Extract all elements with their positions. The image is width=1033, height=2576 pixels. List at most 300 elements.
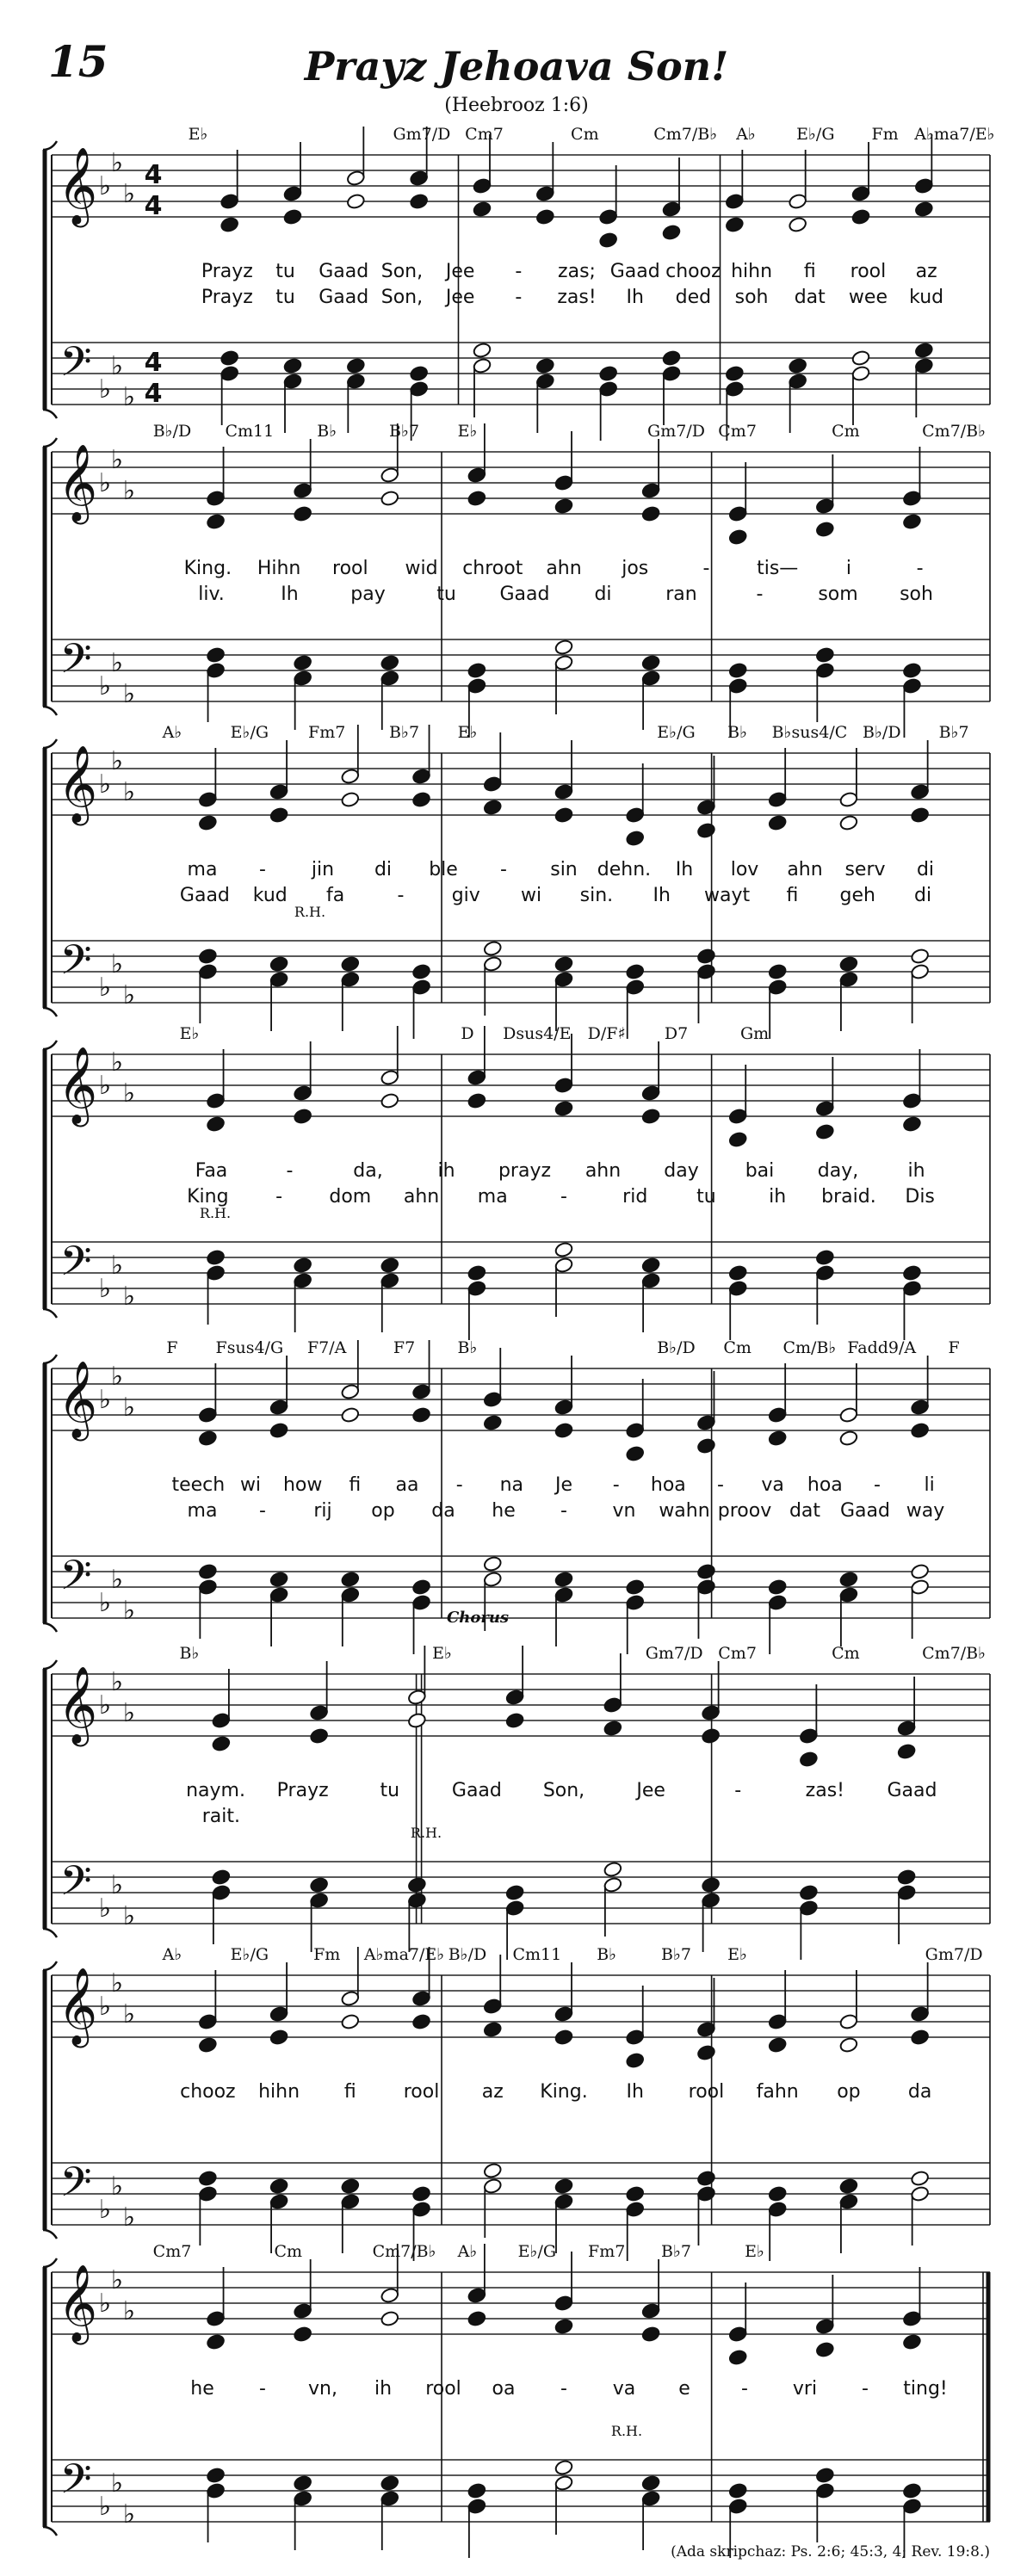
note-head	[641, 2302, 661, 2320]
chord-symbol: Cm	[832, 422, 860, 441]
bass-clef: 𝄢	[59, 1551, 92, 1609]
chord-symbol: B♭	[457, 1338, 478, 1357]
note-head	[346, 170, 366, 187]
key-signature-flat: ♭	[98, 2492, 112, 2522]
lyric-verse2-syllable: som	[818, 584, 858, 605]
note-head	[198, 791, 218, 808]
note-head	[198, 2185, 218, 2202]
note-head	[411, 979, 431, 996]
lyric-verse1-syllable: Prayz	[201, 261, 253, 282]
bass-clef: 𝄢	[59, 2158, 92, 2216]
note-head	[851, 349, 871, 367]
chord-symbol: Cm7	[718, 1644, 757, 1663]
lyric-verse1-syllable: da	[907, 2081, 932, 2103]
note-head	[910, 1422, 930, 1439]
note-head	[346, 357, 366, 374]
chord-symbol: Cm7/B♭	[922, 422, 987, 441]
chord-symbol: B♭7	[661, 1945, 692, 1964]
right-hand-mark: R.H.	[610, 2423, 643, 2439]
note-head	[788, 193, 807, 210]
lyric-verse1-syllable: -	[916, 558, 924, 579]
time-signature-denominator: 4	[144, 191, 163, 221]
note-head	[473, 342, 492, 359]
lyric-verse1-syllable: aa	[395, 1474, 419, 1496]
lyric-verse2-syllable: rij	[313, 1500, 332, 1522]
lyric-verse1-syllable: Je	[554, 1474, 573, 1496]
note-head	[728, 1280, 748, 1297]
key-signature-flat: ♭	[110, 1968, 124, 1998]
chord-symbol: B♭/D	[448, 1945, 487, 1964]
chord-symbol: B♭/D	[863, 723, 901, 742]
lyric-verse2-syllable: tu	[696, 1186, 716, 1208]
note-head	[340, 2178, 360, 2195]
key-signature-flat: ♭	[110, 949, 124, 979]
note-head	[839, 791, 859, 808]
lyric-verse1-syllable: day,	[817, 1160, 859, 1182]
lyric-verse2-syllable: fa	[325, 885, 345, 906]
note-head	[483, 2162, 503, 2179]
note-head	[554, 2474, 574, 2492]
key-signature-flat: ♭	[98, 2195, 112, 2225]
lyric-verse2-syllable: Ih	[653, 885, 671, 906]
lyric-verse1-syllable: ih	[374, 2378, 393, 2400]
music-system	[43, 423, 990, 738]
note-head	[768, 1406, 788, 1424]
chord-symbol: B♭/D	[152, 422, 192, 441]
lyric-verse1-syllable: Prayz	[276, 1780, 329, 1801]
note-head	[725, 216, 745, 233]
key-signature-flat: ♭	[110, 351, 124, 381]
note-head	[641, 2474, 661, 2492]
note-head	[839, 2013, 859, 2030]
note-head	[554, 1241, 574, 1258]
key-signature-flat: ♭	[122, 1596, 136, 1626]
note-head	[815, 2318, 835, 2335]
note-head	[839, 2178, 859, 2195]
note-head	[505, 1884, 525, 1901]
note-head	[625, 830, 645, 847]
note-head	[815, 1100, 835, 1117]
note-head	[206, 646, 226, 664]
note-head	[411, 768, 431, 785]
chord-symbol: Gm7/D	[645, 1644, 703, 1663]
lyric-verse1-syllable: prayz	[498, 1160, 552, 1182]
chord-symbol: Cm	[832, 1644, 860, 1663]
note-head	[625, 2201, 645, 2218]
note-head	[625, 2052, 645, 2069]
note-head	[206, 1092, 226, 1109]
lyric-verse1-syllable: hihn	[258, 2081, 300, 2103]
note-head	[380, 466, 399, 484]
lyric-verse2-syllable: -	[560, 1186, 567, 1208]
lyric-verse1-syllable: bai	[745, 1160, 775, 1182]
lyric-verse2-syllable: ran	[665, 584, 697, 605]
note-head	[411, 963, 431, 980]
lyric-verse1-syllable: -	[741, 2378, 748, 2400]
note-head	[283, 185, 303, 202]
lyric-verse1-syllable: ma	[187, 859, 218, 880]
right-hand-mark: R.H.	[294, 904, 326, 920]
chord-symbol: B♭7	[389, 422, 420, 441]
lyric-verse1-syllable: hoa	[807, 1474, 843, 1496]
note-head	[910, 2029, 930, 2046]
note-head	[696, 2170, 716, 2187]
chord-symbol: E♭	[432, 1644, 453, 1663]
note-head	[902, 490, 922, 507]
note-head	[407, 1892, 427, 1909]
lyric-verse2-syllable: op	[371, 1500, 395, 1522]
note-head	[696, 1414, 716, 1431]
note-head	[206, 2333, 226, 2351]
chord-symbol: Gm7/D	[647, 422, 705, 441]
chord-symbol: Cm	[723, 1338, 752, 1357]
lyric-verse2-syllable: ih	[769, 1186, 787, 1208]
lyric-verse1-syllable: -	[862, 2378, 869, 2400]
music-system	[43, 725, 990, 1039]
lyric-verse1-syllable: he	[190, 2378, 214, 2400]
chord-symbol: A♭	[162, 1945, 182, 1964]
key-signature-flat: ♭	[110, 148, 124, 178]
note-head	[340, 1990, 360, 2007]
lyric-verse2-syllable: kud	[909, 287, 944, 308]
note-head	[910, 2005, 930, 2023]
note-head	[473, 357, 492, 374]
note-head	[554, 654, 574, 671]
note-head	[815, 662, 835, 679]
lyric-verse2-syllable: rait.	[201, 1806, 241, 1827]
chord-symbol: D	[461, 1024, 474, 1043]
right-hand-mark: R.H.	[410, 1825, 442, 1841]
note-head	[473, 177, 492, 195]
lyric-verse1-syllable: az	[915, 261, 937, 282]
lyric-verse1-syllable: rool	[403, 2081, 440, 2103]
note-head	[212, 1712, 232, 1729]
note-head	[815, 2467, 835, 2484]
lyric-verse2-syllable: vn	[612, 1500, 636, 1522]
lyric-verse2-syllable: tu	[436, 584, 456, 605]
chord-symbol: E♭/G	[517, 2242, 557, 2261]
note-head	[309, 1727, 329, 1745]
lyric-verse2-syllable: wayt	[704, 885, 751, 906]
note-head	[897, 1869, 917, 1886]
note-head	[788, 357, 807, 374]
chord-symbol: Fm7	[588, 2242, 626, 2261]
lyric-verse1-syllable: ahn	[546, 558, 582, 579]
note-head	[293, 654, 312, 671]
lyric-verse2-syllable: ahn	[403, 1186, 440, 1208]
key-signature-flat: ♭	[110, 1870, 124, 1900]
key-signature-flat: ♭	[98, 973, 112, 1003]
lyric-verse2-syllable: Gaad	[840, 1500, 890, 1522]
lyric-verse2-syllable: ded	[675, 287, 712, 308]
lyric-verse2-syllable: King	[187, 1186, 229, 1208]
note-head	[411, 1383, 431, 1400]
lyric-verse1-syllable: op	[837, 2081, 861, 2103]
note-head	[728, 2482, 748, 2499]
key-signature-flat: ♭	[98, 1071, 112, 1101]
note-head	[380, 490, 399, 507]
lyric-verse1-syllable: King.	[183, 558, 232, 579]
chord-symbol: E♭/G	[657, 723, 696, 742]
note-head	[815, 1123, 835, 1140]
lyric-verse1-syllable: va	[612, 2378, 636, 2400]
chord-symbol: Cm	[274, 2242, 303, 2261]
note-head	[206, 2467, 226, 2484]
note-head	[340, 1571, 360, 1588]
lyric-verse2-syllable: Gaad	[499, 584, 550, 605]
note-head	[696, 822, 716, 839]
note-head	[293, 2326, 312, 2343]
note-head	[380, 2474, 399, 2492]
treble-clef: 𝄞	[57, 745, 98, 823]
key-signature-flat: ♭	[110, 445, 124, 475]
note-head	[293, 1257, 312, 1274]
lyric-verse1-syllable: hihn	[731, 261, 773, 282]
lyric-verse1-syllable: da,	[353, 1160, 383, 1182]
note-head	[483, 1998, 503, 2015]
chord-symbol: Cm11	[512, 1945, 562, 1964]
note-head	[269, 2193, 289, 2210]
chord-symbol: E♭	[179, 1024, 200, 1043]
chord-symbol: E♭	[457, 723, 478, 742]
treble-clef: 𝄞	[57, 1666, 98, 1744]
lyric-verse1-syllable: tis—	[757, 558, 799, 579]
lyric-verse1-syllable: i	[845, 558, 851, 579]
lyric-verse1-syllable: vn,	[308, 2378, 337, 2400]
note-head	[340, 2193, 360, 2210]
note-head	[768, 814, 788, 831]
lyric-verse2-syllable: wahn	[659, 1500, 710, 1522]
note-head	[701, 1892, 721, 1909]
note-head	[788, 373, 807, 390]
lyric-verse1-syllable: hoa	[650, 1474, 686, 1496]
note-head	[625, 2185, 645, 2202]
note-head	[554, 1399, 574, 1416]
note-head	[902, 677, 922, 695]
chord-symbol: Fm	[313, 1945, 341, 1964]
note-head	[839, 1430, 859, 1447]
note-head	[535, 373, 555, 390]
note-head	[554, 1422, 574, 1439]
note-head	[269, 1422, 289, 1439]
lyric-verse2-syllable: -	[560, 1500, 567, 1522]
key-signature-flat: ♭	[122, 2296, 136, 2326]
note-head	[728, 662, 748, 679]
note-head	[725, 193, 745, 210]
lyric-verse2-syllable: soh	[734, 287, 769, 308]
chord-symbol: Cm7/B♭	[372, 2242, 436, 2261]
note-head	[409, 170, 429, 187]
note-head	[851, 365, 871, 382]
note-head	[603, 1696, 623, 1714]
note-head	[505, 1712, 525, 1729]
note-head	[701, 1876, 721, 1893]
note-head	[293, 670, 312, 687]
note-head	[768, 791, 788, 808]
key-signature-flat: ♭	[98, 1385, 112, 1415]
note-head	[380, 1257, 399, 1274]
lyric-verse2-syllable: ma	[477, 1186, 508, 1208]
lyric-verse1-syllable: rool	[850, 261, 887, 282]
note-head	[662, 224, 682, 241]
lyric-verse1-syllable: -	[500, 859, 507, 880]
lyric-verse2-syllable: he	[492, 1500, 516, 1522]
key-signature-flat: ♭	[122, 1901, 136, 1931]
lyric-verse1-syllable: rool	[688, 2081, 725, 2103]
note-head	[815, 521, 835, 538]
lyric-verse1-syllable: -	[515, 261, 523, 282]
note-head	[380, 654, 399, 671]
note-head	[407, 1712, 427, 1729]
note-head	[910, 806, 930, 824]
note-head	[483, 2178, 503, 2195]
time-signature-denominator: 4	[144, 379, 163, 409]
lyric-verse1-syllable: -	[259, 2378, 266, 2400]
song-scripture-reference: (Heebrooz 1:6)	[444, 95, 589, 116]
lyric-verse2-syllable: da	[431, 1500, 455, 1522]
chord-symbol: B♭sus4/C	[771, 723, 848, 742]
lyric-verse2-syllable: soh	[900, 584, 933, 605]
lyric-verse1-syllable: King.	[540, 2081, 588, 2103]
key-signature-flat: ♭	[98, 1992, 112, 2022]
key-signature-flat: ♭	[110, 2468, 124, 2499]
note-head	[206, 1264, 226, 1282]
note-head	[269, 955, 289, 973]
note-head	[799, 1751, 819, 1768]
note-head	[283, 357, 303, 374]
note-head	[598, 208, 618, 225]
note-head	[198, 2013, 218, 2030]
note-head	[407, 1689, 427, 1706]
note-head	[696, 2044, 716, 2061]
note-head	[269, 2005, 289, 2023]
lyric-verse1-syllable: serv	[844, 859, 886, 880]
note-head	[380, 2287, 399, 2304]
lyric-verse1-syllable: Jee	[636, 1780, 665, 1801]
music-system	[43, 1947, 990, 2261]
note-head	[554, 497, 574, 515]
note-head	[815, 497, 835, 515]
chord-symbol: B♭	[179, 1644, 200, 1663]
lyric-verse1-syllable: Son,	[380, 261, 424, 282]
note-head	[505, 1689, 525, 1706]
note-head	[269, 783, 289, 800]
note-head	[340, 1383, 360, 1400]
lyric-verse2-syllable: -	[756, 584, 764, 605]
note-head	[839, 1586, 859, 1603]
note-head	[220, 365, 239, 382]
bass-clef: 𝄢	[59, 936, 92, 994]
note-head	[799, 1727, 819, 1745]
lyric-verse2-syllable: pay	[350, 584, 386, 605]
lyric-verse1-syllable: rool	[332, 558, 368, 579]
lyric-verse2-syllable: rid	[622, 1186, 648, 1208]
lyric-verse1-syllable: jos	[622, 558, 649, 579]
lyric-verse1-syllable: fi	[343, 2081, 356, 2103]
lyric-verse1-syllable: -	[874, 1474, 881, 1496]
note-head	[467, 2498, 487, 2515]
lyric-verse1-syllable: zas;	[558, 261, 596, 282]
key-signature-flat: ♭	[122, 382, 136, 412]
note-head	[728, 1108, 748, 1125]
lyric-verse2-syllable: Ih	[626, 287, 644, 308]
note-head	[293, 2302, 312, 2320]
lyric-verse1-syllable: -	[702, 558, 710, 579]
chord-symbol: E♭/G	[230, 723, 269, 742]
note-head	[641, 670, 661, 687]
chord-symbol: A♭	[162, 723, 182, 742]
note-head	[910, 1399, 930, 1416]
note-head	[206, 662, 226, 679]
note-head	[625, 1594, 645, 1611]
note-head	[340, 2013, 360, 2030]
note-head	[340, 1586, 360, 1603]
note-head	[409, 193, 429, 210]
note-head	[198, 1563, 218, 1580]
note-head	[198, 1430, 218, 1447]
note-head	[902, 662, 922, 679]
note-head	[483, 2021, 503, 2038]
key-signature-flat: ♭	[110, 1362, 124, 1392]
footnote-scripture-references: (Ada skripchaz: Ps. 2:6; 45:3, 4; Rev. 19:8.)	[671, 2543, 990, 2561]
time-signature-numerator: 4	[144, 348, 163, 378]
note-head	[815, 2482, 835, 2499]
chord-symbol: Cm7/B♭	[653, 125, 718, 144]
note-head	[902, 1264, 922, 1282]
note-head	[220, 349, 239, 367]
note-head	[728, 528, 748, 546]
note-head	[598, 232, 618, 249]
note-head	[283, 208, 303, 225]
chord-symbol: E♭	[727, 1945, 748, 1964]
chord-symbol: B♭7	[938, 723, 969, 742]
chord-symbol: D7	[664, 1024, 689, 1043]
note-head	[701, 1727, 721, 1745]
key-signature-flat: ♭	[110, 648, 124, 678]
key-signature-flat: ♭	[122, 1999, 136, 2029]
note-head	[309, 1876, 329, 1893]
note-head	[768, 1594, 788, 1611]
lyric-verse2-syllable: di	[914, 885, 932, 906]
note-head	[340, 791, 360, 808]
lyric-verse2-syllable: kud	[252, 885, 288, 906]
note-head	[505, 1900, 525, 1917]
bass-clef: 𝄢	[59, 634, 92, 693]
note-head	[467, 1280, 487, 1297]
chord-symbol: F	[948, 1338, 960, 1357]
note-head	[309, 1704, 329, 1721]
note-head	[293, 505, 312, 522]
note-head	[198, 1578, 218, 1596]
note-head	[554, 639, 574, 656]
note-head	[483, 1391, 503, 1408]
treble-clef: 𝄞	[57, 1968, 98, 2045]
note-head	[340, 1406, 360, 1424]
note-head	[625, 806, 645, 824]
lyric-verse1-syllable: lov	[730, 859, 759, 880]
lyric-verse2-syllable: Son,	[380, 287, 424, 308]
chord-symbol: Gm7/D	[925, 1945, 983, 1964]
note-head	[910, 2170, 930, 2187]
lyric-verse1-syllable: ahn	[787, 859, 823, 880]
note-head	[467, 1092, 487, 1109]
key-signature-flat: ♭	[98, 1274, 112, 1304]
chord-symbol: Gm7/D	[393, 125, 451, 144]
note-head	[910, 783, 930, 800]
note-head	[535, 208, 555, 225]
chord-symbol: E♭	[745, 2242, 765, 2261]
note-head	[554, 955, 574, 973]
